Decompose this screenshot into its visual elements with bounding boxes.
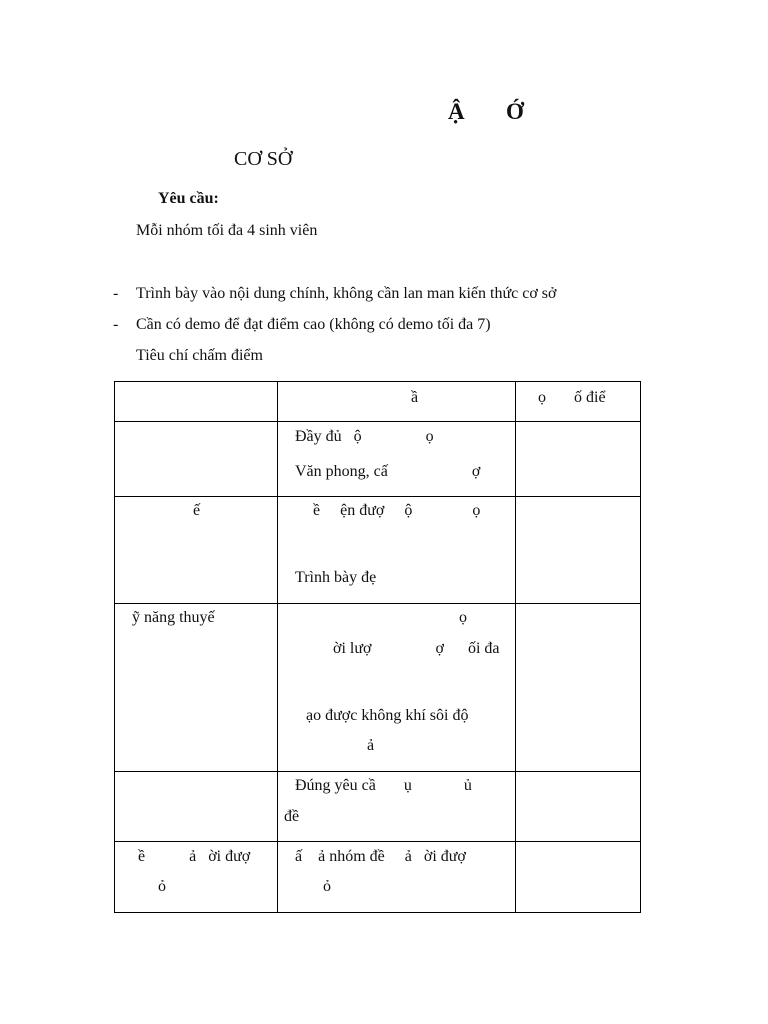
cell-text-line: ầ: [411, 389, 419, 406]
cell-text-line: Trình bày đẹ: [295, 569, 377, 586]
table-cell: [516, 772, 641, 842]
title-glyph-right: Ớ: [506, 99, 524, 124]
cell-text-line: ấ ả nhóm đề ả ời đượ: [295, 848, 466, 865]
cell-text-line: ả: [367, 737, 375, 754]
requirements-heading: Yêu cầu:: [158, 190, 219, 207]
table-cell: [278, 842, 516, 913]
subtitle: CƠ SỞ: [234, 148, 293, 170]
table-row: [115, 842, 641, 913]
cell-text-line: ọ: [459, 609, 467, 626]
cell-text-line: Đúng yêu cầ ụ ủ: [295, 777, 472, 794]
table-row: [115, 422, 641, 497]
table-header-cell: [115, 382, 278, 422]
cell-text-line: Đầy đủ ộ ọ: [295, 428, 434, 445]
cell-text-line: đề: [284, 808, 300, 825]
bullet-text: Trình bày vào nội dung chính, không cần lan man kiến thức cơ sở: [136, 285, 557, 302]
table-row: [115, 604, 641, 772]
group-size-note: Mỗi nhóm tối đa 4 sinh viên: [136, 222, 318, 239]
table-cell: [115, 422, 278, 497]
bullet-marker: -: [113, 285, 119, 302]
table-cell: [115, 497, 278, 604]
table-row: [115, 772, 641, 842]
table-cell: [115, 772, 278, 842]
table-cell: [115, 604, 278, 772]
cell-text-line: Văn phong, cấ ợ: [295, 463, 481, 480]
cell-text-line: ỹ năng thuyế: [132, 609, 215, 626]
title-glyph-left: Ậ: [448, 99, 465, 124]
cell-text-line: ề ện đượ ộ ọ: [313, 502, 481, 519]
table-cell: [516, 842, 641, 913]
table-row: [115, 497, 641, 604]
cell-text-line: ọ ố điể: [538, 389, 606, 406]
table-cell: [516, 422, 641, 497]
cell-text-line: ề ả ời đượ: [138, 848, 251, 865]
table-header-cell: [516, 382, 641, 422]
table-cell: [278, 497, 516, 604]
table-cell: [278, 422, 516, 497]
bullet-text: Cần có demo để đạt điểm cao (không có demo tối đa 7): [136, 316, 491, 333]
cell-text-line: ế: [193, 502, 201, 519]
cell-text-line: ời lượ ợ ối đa: [333, 640, 500, 657]
criteria-table: [114, 381, 641, 913]
table-cell: [516, 497, 641, 604]
table-header-row: [115, 382, 641, 422]
cell-text-line: ạo được không khí sôi độ: [306, 707, 469, 724]
cell-text-line: ỏ: [323, 878, 331, 895]
criteria-heading: Tiêu chí chấm điểm: [136, 347, 263, 364]
table-cell: [115, 842, 278, 913]
cell-text-line: ỏ: [158, 878, 166, 895]
table-cell: [278, 604, 516, 772]
table-cell: [278, 772, 516, 842]
bullet-marker: -: [113, 316, 119, 333]
table-cell: [516, 604, 641, 772]
table-header-cell: [278, 382, 516, 422]
